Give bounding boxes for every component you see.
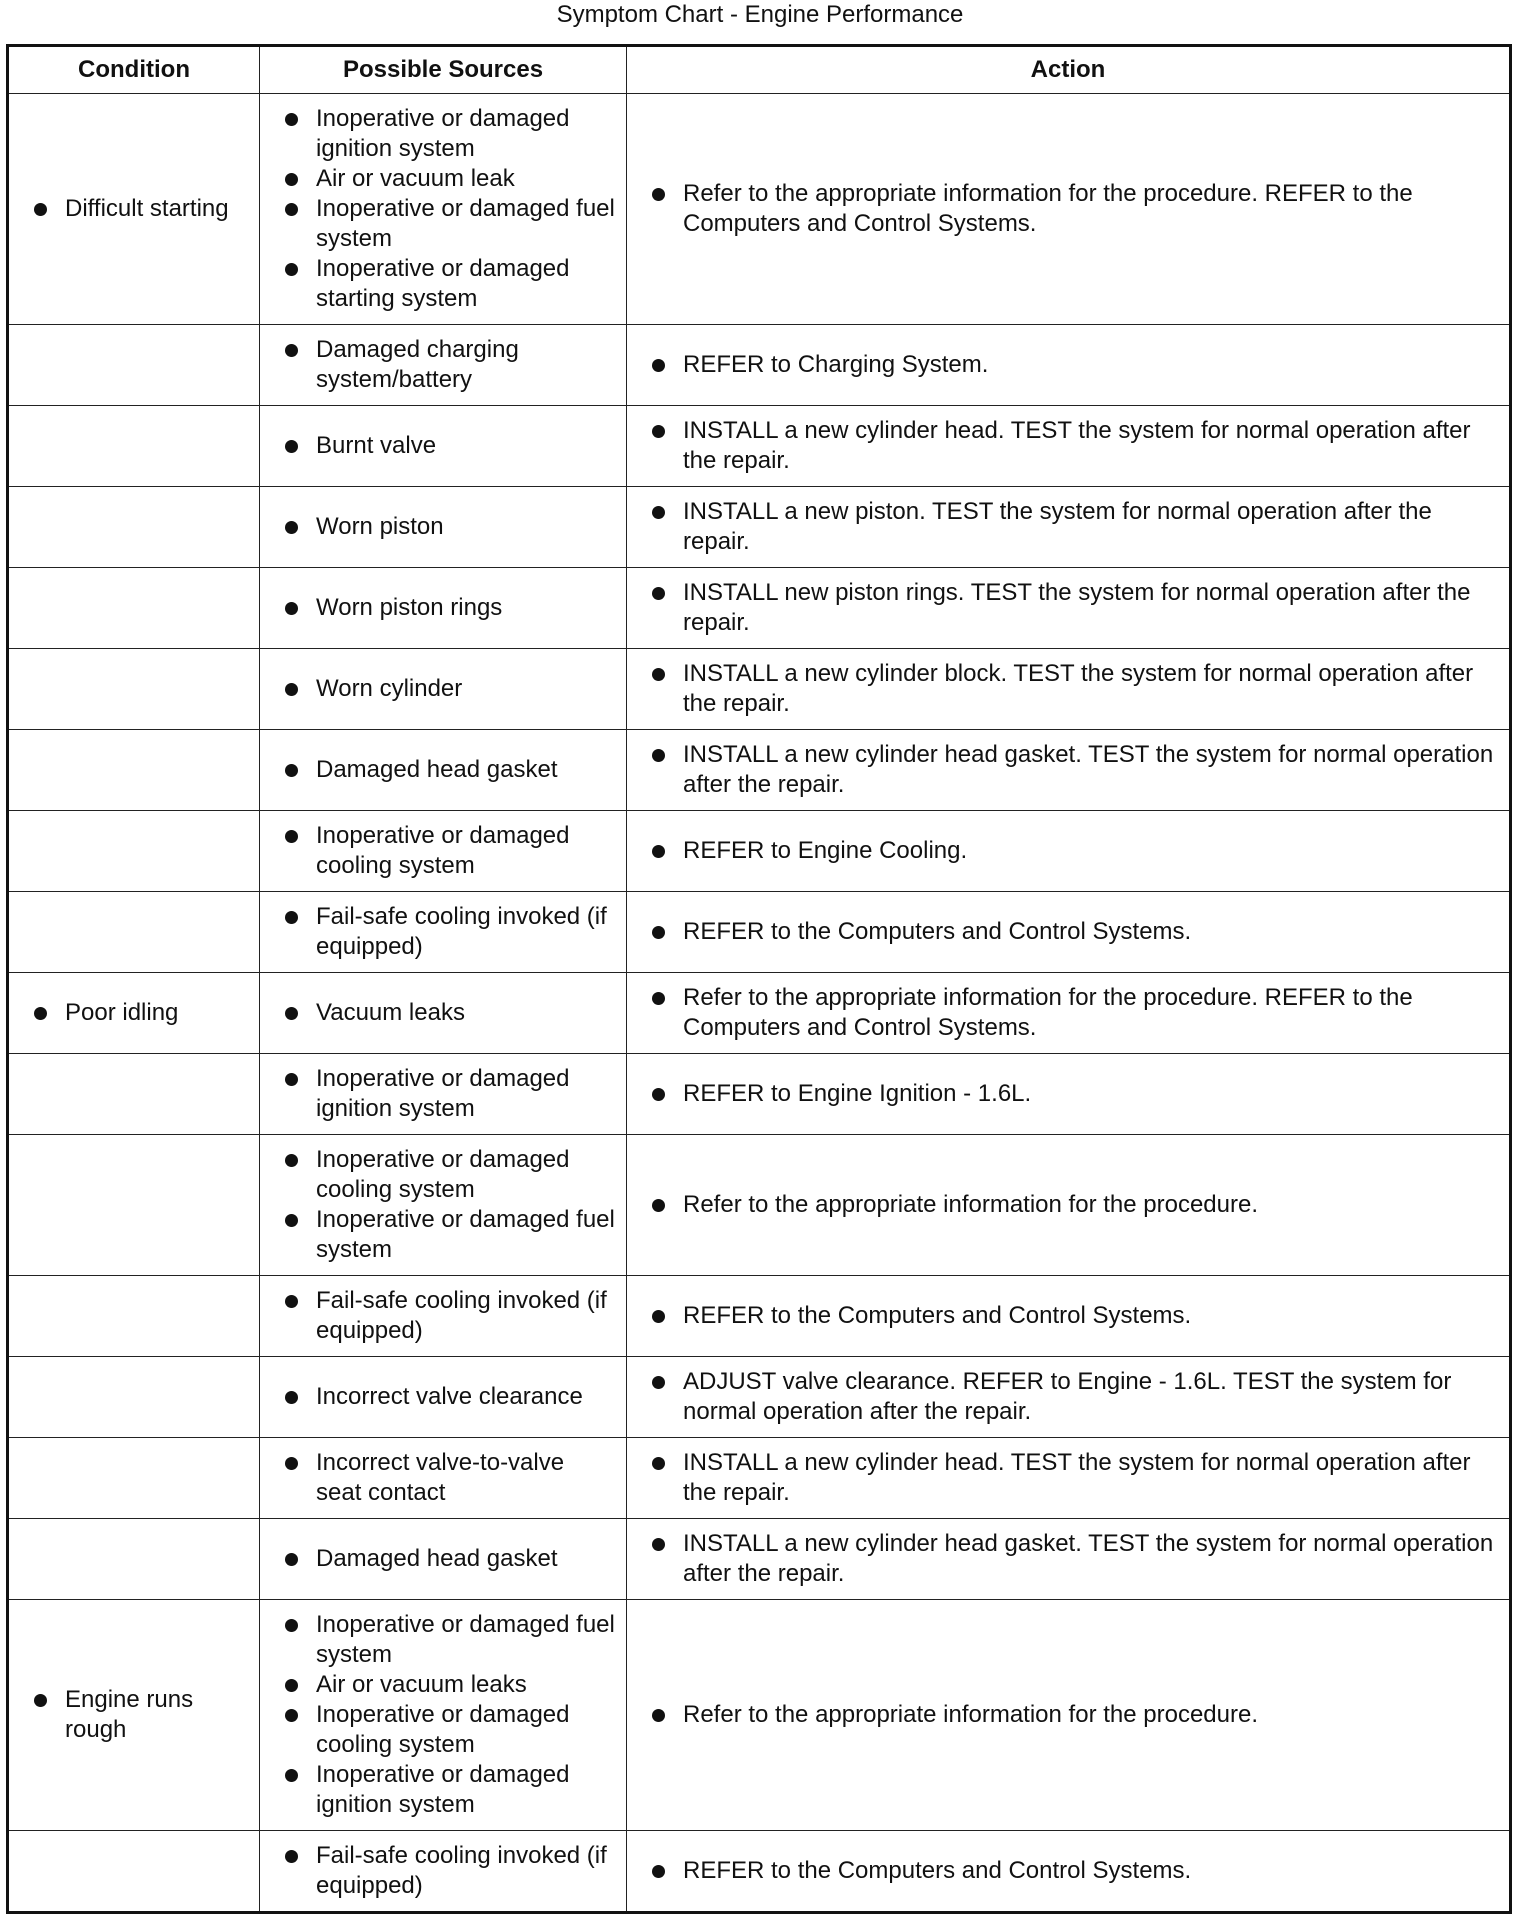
condition-cell — [8, 1438, 260, 1519]
bullet-icon — [285, 1154, 298, 1167]
table-row — [8, 1438, 1511, 1519]
possible-sources-cell — [260, 649, 627, 730]
condition-cell — [8, 1276, 260, 1357]
possible-sources-cell — [260, 1054, 627, 1135]
bullet-icon — [285, 203, 298, 216]
bullet-icon — [285, 1850, 298, 1863]
possible-sources-cell — [260, 1831, 627, 1913]
action-text: Refer to the appropriate information for the procedure. — [683, 1701, 1258, 1728]
action-text: REFER to the Computers and Control Systems. — [683, 1857, 1192, 1884]
possible-sources-cell — [260, 1519, 627, 1600]
bullet-icon — [652, 506, 665, 519]
condition-cell — [8, 1600, 260, 1831]
possible-sources-cell — [260, 94, 627, 325]
bullet-icon — [285, 683, 298, 696]
action-text: Refer to the appropriate information for the procedure. REFER to the Computers and Control Systems. — [683, 984, 1413, 1041]
bullet-icon — [652, 845, 665, 858]
table-body — [8, 94, 1511, 1913]
bullet-icon — [652, 749, 665, 762]
source-text: Vacuum leaks — [316, 999, 465, 1026]
source-text: Burnt valve — [316, 432, 437, 459]
possible-sources-cell — [260, 1276, 627, 1357]
action-cell — [627, 94, 1511, 325]
header-action: Action — [627, 46, 1511, 94]
possible-sources-cell — [260, 1600, 627, 1831]
header-possible-sources: Possible Sources — [260, 46, 627, 94]
bullet-icon — [652, 359, 665, 372]
action-cell — [627, 1519, 1511, 1600]
action-text: INSTALL a new cylinder head. TEST the system for normal operation after the repair. — [683, 1449, 1471, 1506]
bullet-icon — [652, 425, 665, 438]
action-cell — [627, 406, 1511, 487]
table-row — [8, 325, 1511, 406]
source-text: Damaged head gasket — [316, 756, 558, 783]
action-cell — [627, 325, 1511, 406]
possible-sources-cell — [260, 892, 627, 973]
source-text: Incorrect valve-to-valve seat contact — [316, 1449, 565, 1506]
bullet-icon — [652, 668, 665, 681]
condition-cell — [8, 1357, 260, 1438]
table-row — [8, 1600, 1511, 1831]
source-text: Incorrect valve clearance — [316, 1383, 583, 1410]
source-text: Inoperative or damaged ignition system — [316, 1065, 570, 1122]
source-text: Worn piston — [316, 513, 444, 540]
action-text: INSTALL a new piston. TEST the system for normal operation after the repair. — [683, 498, 1432, 555]
condition-cell — [8, 973, 260, 1054]
source-text: Inoperative or damaged ignition system — [316, 1761, 570, 1818]
bullet-icon — [285, 113, 298, 126]
bullet-icon — [34, 1007, 47, 1020]
action-text: INSTALL a new cylinder head gasket. TEST the system for normal operation after the repair. — [683, 1530, 1494, 1587]
source-text: Inoperative or damaged cooling system — [316, 822, 570, 879]
action-text: REFER to Charging System. — [683, 351, 989, 378]
action-text: REFER to Engine Ignition - 1.6L. — [683, 1080, 1032, 1107]
action-text: INSTALL new piston rings. TEST the system for normal operation after the repair. — [683, 579, 1471, 636]
table-row — [8, 568, 1511, 649]
condition-cell — [8, 406, 260, 487]
possible-sources-cell — [260, 1438, 627, 1519]
action-cell — [627, 1276, 1511, 1357]
bullet-icon — [285, 1391, 298, 1404]
source-text: Air or vacuum leak — [316, 165, 515, 192]
action-cell — [627, 1054, 1511, 1135]
bullet-icon — [652, 1376, 665, 1389]
action-cell — [627, 1831, 1511, 1913]
action-text: INSTALL a new cylinder head. TEST the system for normal operation after the repair. — [683, 417, 1471, 474]
bullet-icon — [652, 1865, 665, 1878]
bullet-icon — [285, 830, 298, 843]
bullet-icon — [285, 1679, 298, 1692]
source-text: Fail-safe cooling invoked (if equipped) — [316, 1842, 607, 1899]
source-text: Air or vacuum leaks — [316, 1671, 527, 1698]
bullet-icon — [285, 1619, 298, 1632]
possible-sources-cell — [260, 730, 627, 811]
condition-cell — [8, 487, 260, 568]
condition-cell — [8, 1831, 260, 1913]
condition-cell — [8, 1135, 260, 1276]
condition-cell — [8, 325, 260, 406]
condition-cell — [8, 892, 260, 973]
symptom-chart-table — [6, 44, 1512, 1914]
action-text: ADJUST valve clearance. REFER to Engine - 1.6L. TEST the system for normal operation after the repair. — [683, 1368, 1452, 1425]
bullet-icon — [652, 1310, 665, 1323]
condition-cell — [8, 568, 260, 649]
bullet-icon — [652, 1709, 665, 1722]
source-text: Damaged charging system/battery — [316, 336, 519, 393]
bullet-icon — [285, 1769, 298, 1782]
possible-sources-cell — [260, 973, 627, 1054]
bullet-icon — [285, 1457, 298, 1470]
action-text: Refer to the appropriate information for the procedure. — [683, 1191, 1258, 1218]
action-cell — [627, 1600, 1511, 1831]
bullet-icon — [285, 440, 298, 453]
table-row — [8, 892, 1511, 973]
bullet-icon — [285, 263, 298, 276]
action-cell — [627, 811, 1511, 892]
bullet-icon — [652, 1457, 665, 1470]
bullet-icon — [652, 926, 665, 939]
bullet-icon — [285, 911, 298, 924]
bullet-icon — [34, 1694, 47, 1707]
possible-sources-cell — [260, 487, 627, 568]
action-cell — [627, 1357, 1511, 1438]
action-cell — [627, 649, 1511, 730]
condition-text: Poor idling — [65, 999, 179, 1026]
bullet-icon — [285, 764, 298, 777]
bullet-icon — [285, 602, 298, 615]
action-cell — [627, 973, 1511, 1054]
bullet-icon — [285, 173, 298, 186]
possible-sources-cell — [260, 406, 627, 487]
possible-sources-cell — [260, 1357, 627, 1438]
table-row — [8, 406, 1511, 487]
bullet-icon — [652, 1538, 665, 1551]
bullet-icon — [652, 992, 665, 1005]
bullet-icon — [652, 1088, 665, 1101]
table-row — [8, 811, 1511, 892]
condition-cell — [8, 649, 260, 730]
possible-sources-cell — [260, 568, 627, 649]
source-text: Inoperative or damaged fuel system — [316, 1206, 615, 1263]
bullet-icon — [652, 1199, 665, 1212]
source-text: Worn piston rings — [316, 594, 503, 621]
action-cell — [627, 1438, 1511, 1519]
condition-text: Difficult starting — [65, 195, 229, 222]
condition-cell — [8, 730, 260, 811]
condition-text: Engine runs rough — [65, 1686, 194, 1743]
bullet-icon — [285, 521, 298, 534]
source-text: Inoperative or damaged cooling system — [316, 1701, 570, 1758]
action-cell — [627, 730, 1511, 811]
possible-sources-cell — [260, 811, 627, 892]
condition-cell — [8, 811, 260, 892]
bullet-icon — [652, 188, 665, 201]
source-text: Fail-safe cooling invoked (if equipped) — [316, 1287, 607, 1344]
action-text: INSTALL a new cylinder head gasket. TEST the system for normal operation after the repair. — [683, 741, 1494, 798]
action-cell — [627, 1135, 1511, 1276]
table-row — [8, 730, 1511, 811]
condition-cell — [8, 1054, 260, 1135]
condition-cell — [8, 1519, 260, 1600]
action-cell — [627, 892, 1511, 973]
source-text: Inoperative or damaged fuel system — [316, 195, 615, 252]
source-text: Inoperative or damaged ignition system — [316, 105, 570, 162]
action-cell — [627, 487, 1511, 568]
table-row — [8, 973, 1511, 1054]
header-condition: Condition — [8, 46, 260, 94]
table-row — [8, 1357, 1511, 1438]
source-text: Inoperative or damaged starting system — [316, 255, 570, 312]
bullet-icon — [285, 1214, 298, 1227]
table-row — [8, 649, 1511, 730]
possible-sources-cell — [260, 1135, 627, 1276]
bullet-icon — [285, 1295, 298, 1308]
table-row — [8, 1831, 1511, 1913]
bullet-icon — [285, 344, 298, 357]
action-text: REFER to the Computers and Control Systems. — [683, 918, 1192, 945]
table-header-row — [8, 46, 1511, 94]
bullet-icon — [652, 587, 665, 600]
action-text: REFER to the Computers and Control Systems. — [683, 1302, 1192, 1329]
table-row — [8, 487, 1511, 568]
source-text: Inoperative or damaged fuel system — [316, 1611, 615, 1668]
page-title: Symptom Chart - Engine Performance — [556, 1, 964, 28]
bullet-icon — [34, 203, 47, 216]
table-row — [8, 1054, 1511, 1135]
action-text: REFER to Engine Cooling. — [683, 837, 968, 864]
action-cell — [627, 568, 1511, 649]
action-text: Refer to the appropriate information for the procedure. REFER to the Computers and Control Systems. — [683, 180, 1413, 237]
condition-cell — [8, 94, 260, 325]
source-text: Worn cylinder — [316, 675, 463, 702]
source-text: Inoperative or damaged cooling system — [316, 1146, 570, 1203]
bullet-icon — [285, 1073, 298, 1086]
table-row — [8, 1519, 1511, 1600]
table-row — [8, 1276, 1511, 1357]
table-row — [8, 94, 1511, 325]
bullet-icon — [285, 1007, 298, 1020]
action-text: INSTALL a new cylinder block. TEST the system for normal operation after the repair. — [683, 660, 1474, 717]
bullet-icon — [285, 1553, 298, 1566]
bullet-icon — [285, 1709, 298, 1722]
source-text: Fail-safe cooling invoked (if equipped) — [316, 903, 607, 960]
possible-sources-cell — [260, 325, 627, 406]
source-text: Damaged head gasket — [316, 1545, 558, 1572]
table-row — [8, 1135, 1511, 1276]
